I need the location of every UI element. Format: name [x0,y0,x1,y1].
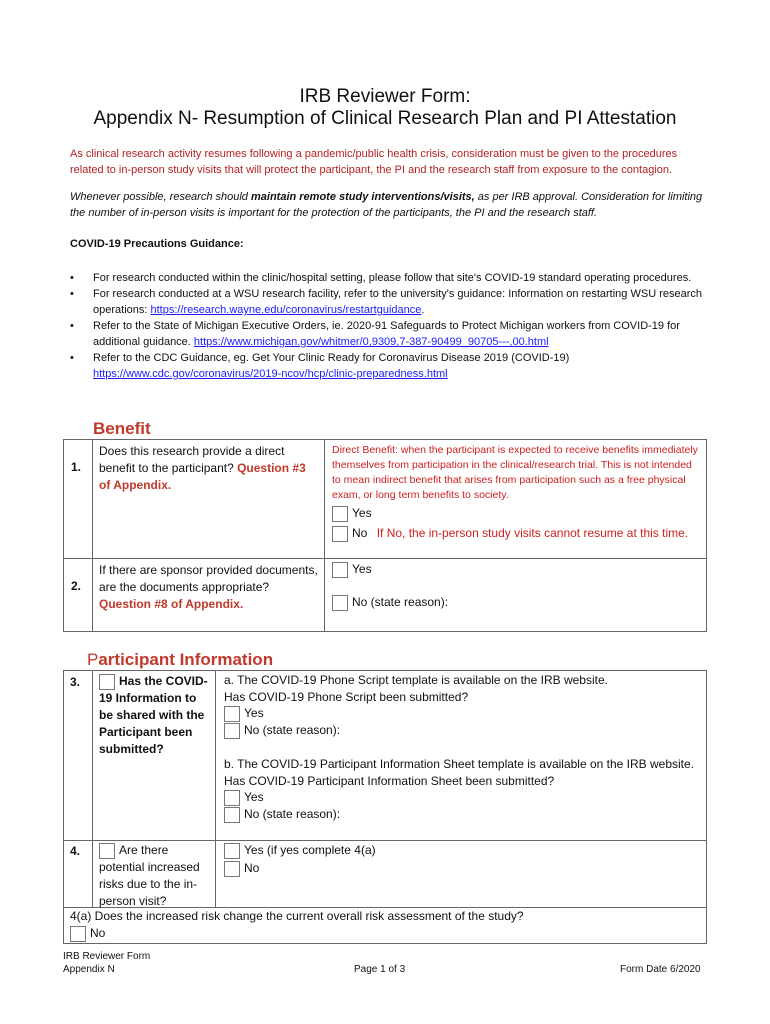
q1-no-checkbox[interactable] [332,526,348,542]
q2-no-option[interactable] [332,594,448,611]
q3b-yes-label: Yes [244,790,264,804]
participant-heading-first: P [87,650,99,669]
question-number-1: 1. [71,460,82,474]
question-1-text [99,443,319,494]
q1-no-label: No [352,526,368,540]
q3b-no-label: No (state reason): [244,807,341,821]
guidance-item [70,286,710,318]
q1-no-note: If No, the in-person study visits cannot resume at this time. [376,526,689,540]
guidance-item [70,270,710,286]
cdc-guidance-link[interactable]: https://www.cdc.gov/coronavirus/2019-ncov/hcp/clinic-preparedness.html [93,368,448,380]
guidance-text: Refer to the State of Michigan Executive Orders, ie. 2020-91 Safeguards to Protect Michigan workers from COVID-19 for additional guidance. [93,320,680,348]
question-4a-text: 4(a) Does the increased risk change the current overall risk assessment of the study? [70,909,524,923]
q1-no-option[interactable] [332,525,688,542]
q3a-line-1: a. The COVID-19 Phone Script template is available on the IRB website. [224,673,608,687]
question-3-text [99,673,211,758]
title-line-1: IRB Reviewer Form: [299,86,471,107]
q3a-no-option[interactable] [224,722,340,739]
q3b-line-1: b. The COVID-19 Participant Information Sheet template is available on the IRB website. [224,757,695,771]
q2-yes-label: Yes [352,562,372,576]
michigan-gov-link[interactable]: https://www.michigan.gov/whitmer/0,9309,7-387-90499_90705---,00.html [193,336,549,348]
participant-heading-rest: articipant Information [98,650,274,669]
q3b-no-checkbox[interactable] [224,807,240,823]
footer-form-name [63,950,150,976]
question-4-label: Are there potential increased risks due to the in-person visit? [99,843,200,908]
q2-no-label: No (state reason): [352,595,449,609]
question-3-label: Has the COVID-19 Information to be shared with the Participant been submitted? [99,674,208,756]
question-number-4: 4. [70,844,81,858]
remote-pre: Whenever possible, research should [70,191,251,203]
question-number-2: 2. [71,579,82,593]
q1-yes-checkbox[interactable] [332,506,348,522]
q3b-yes-checkbox[interactable] [224,790,240,806]
guidance-heading: COVID-19 Precautions Guidance: [70,238,244,250]
q4-no-checkbox[interactable] [224,861,240,877]
bullet-icon: • [70,320,74,332]
q4a-no-label: No [90,926,106,940]
bullet-icon: • [70,288,74,300]
guidance-after: . [421,304,425,316]
footer-line-2: Appendix N [63,964,115,975]
q3a-yes-label: Yes [244,706,264,720]
q4-yes-checkbox[interactable] [224,843,240,859]
question-1-label: Does this research provide a direct benefit to the participant? [99,444,285,475]
footer-form-date: Form Date 6/2020 [620,964,701,975]
q3a-no-label: No (state reason): [244,723,341,737]
remote-post: as per IRB approval. Consideration for limiting the number of in-person visits is important for the protection of the participants, the PI and the research staff. [70,191,703,219]
question-number-3: 3. [70,675,81,689]
q3b-no-option[interactable] [224,806,340,823]
q1-yes-option[interactable] [332,505,372,522]
footer-page-number: Page 1 of 3 [354,964,406,975]
benefit-heading: Benefit [93,419,151,438]
remote-bold: maintain remote study interventions/visits, [250,191,475,203]
guidance-item [70,318,710,350]
q2-yes-option[interactable] [332,561,372,578]
question-2-label: If there are sponsor provided documents, are the documents appropriate? [99,563,318,594]
q3a-no-checkbox[interactable] [224,723,240,739]
q1-yes-label: Yes [352,506,372,520]
q3a-block [224,672,702,706]
q3b-yes-option[interactable] [224,789,264,806]
guidance-item [70,350,710,382]
title-line-2: Appendix N- Resumption of Clinical Research Plan and PI Attestation [93,108,677,129]
q3a-yes-checkbox[interactable] [224,706,240,722]
q3b-block [224,756,702,790]
bullet-icon: • [70,272,74,284]
q2-yes-checkbox[interactable] [332,562,348,578]
q4a-no-checkbox[interactable] [70,926,86,942]
direct-benefit-note: Direct Benefit: when the participant is expected to receive benefits immediately themselves from participation in the clinical/research trial. This is not intended to mean indirect benefit that arises from participation such as a free physical exam, or long term benefits to society. [332,444,698,501]
question-4-text [99,842,211,910]
wsu-guidance-link[interactable]: https://research.wayne.edu/coronavirus/restartguidance [150,304,422,316]
q3b-line-2: Has COVID-19 Participant Information Sheet been submitted? [224,774,555,788]
guidance-text: For research conducted at a WSU research facility, refer to the university's guidance: Information on restarting WSU research operations: [93,288,702,316]
q3a-line-2: Has COVID-19 Phone Script been submitted? [224,690,469,704]
q4-yes-option[interactable] [224,842,376,859]
participant-heading [87,650,273,670]
question-2-text [99,562,319,613]
q2-no-checkbox[interactable] [332,595,348,611]
question-1-ref: Question #3 of Appendix. [99,461,306,492]
guidance-list [70,270,710,382]
q4-checkbox[interactable] [99,843,115,859]
remote-visits-paragraph [70,189,710,221]
q4-no-option[interactable] [224,860,259,877]
q3-checkbox[interactable] [99,674,115,690]
footer-line-1: IRB Reviewer Form [63,951,151,962]
guidance-text: For research conducted within the clinic/hospital setting, please follow that site's COVID-19 standard operating procedures. [93,272,692,284]
q4-no-label: No [244,861,260,875]
q4-yes-label: Yes (if yes complete 4(a) [244,843,376,857]
q3a-yes-option[interactable] [224,705,264,722]
guidance-text: Refer to the CDC Guidance, eg. Get Your Clinic Ready for Coronavirus Disease 2019 (COVID-19) [93,352,570,364]
question-2-ref: Question #8 of Appendix. [99,597,244,611]
bullet-icon: • [70,352,74,364]
q4a-no-option[interactable] [70,925,105,942]
intro-paragraph: As clinical research activity resumes following a pandemic/public health crisis, consideration must be given to the procedures related to in-person study visits that will protect the participant, the PI and the research staff from exposure to the contagion. [70,148,678,176]
